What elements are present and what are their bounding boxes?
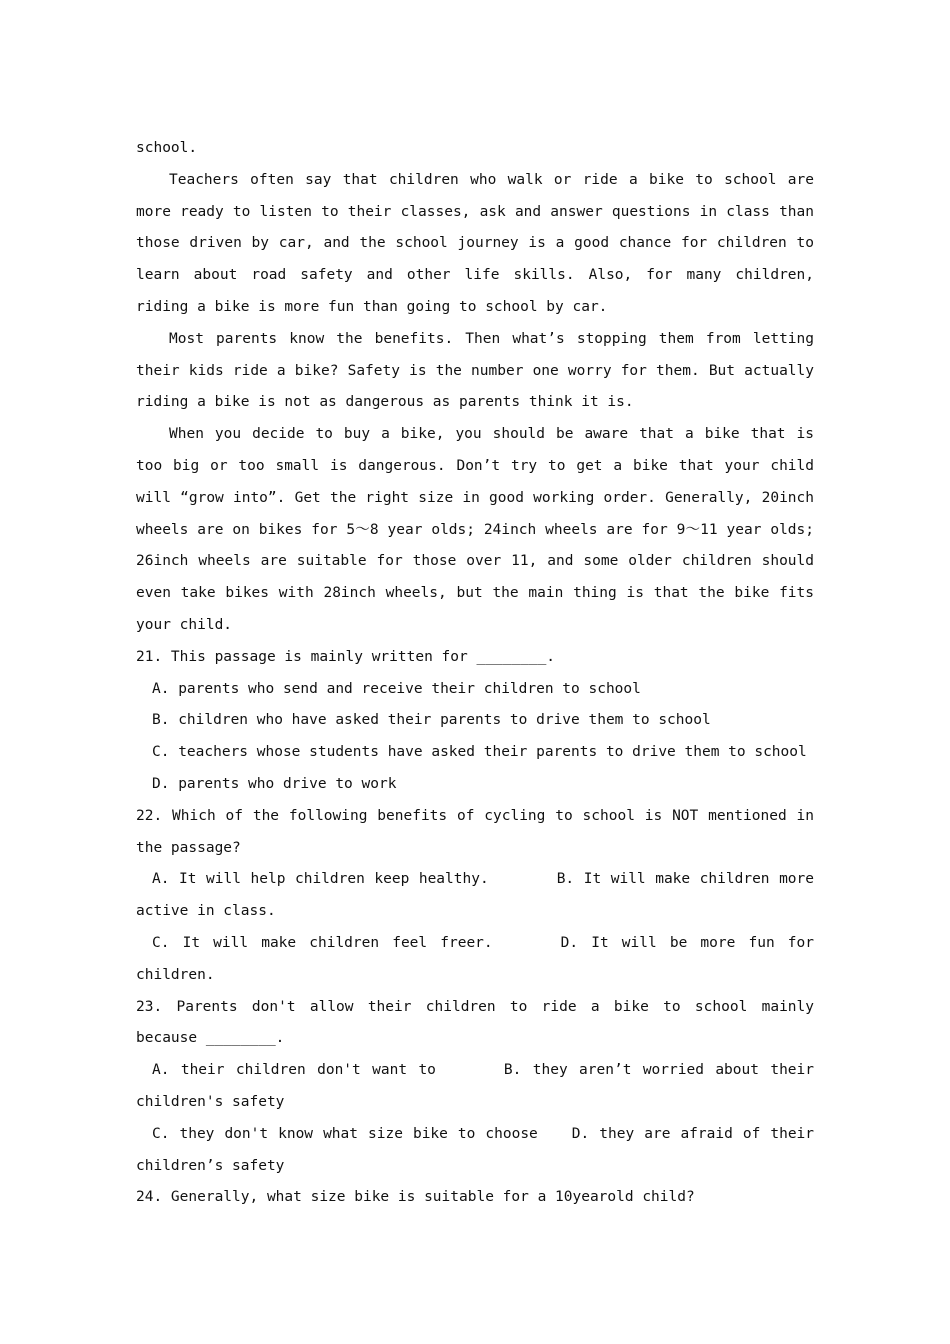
passage-line-continuation: school. (136, 140, 198, 156)
option-c: C. teachers whose students have asked their parents to drive them to school (152, 744, 807, 761)
option-a: A. parents who send and receive their children to school (152, 680, 641, 697)
passage-paragraph: When you decide to buy a bike, you should be aware that a bike that is too big or too small is dangerous. Don’t try to get a bike that your child will “grow into”. Get the right size in good working order. Generally, 20inch wheels are on bikes for 5～8 year olds; 24inch wheels are for 9～11 year olds; 26inch wheels are suitable for those over 11, and some older children should even take bikes with 28inch wheels, but the main thing is that the bike fits your child. (136, 426, 814, 633)
question-22 (136, 801, 814, 992)
options-row-ab (136, 864, 814, 928)
option-b: B. children who have asked their parents to drive them to school (152, 712, 711, 729)
question-stem: 22. Which of the following benefits of cycling to school is NOT mentioned in the passage? (136, 807, 814, 856)
question-23 (136, 992, 814, 1183)
option-a: A. their children don't want to (152, 1062, 436, 1079)
option-c: C. they don't know what size bike to choose (152, 1125, 538, 1142)
question-21 (136, 642, 814, 801)
options-row-cd (136, 928, 814, 992)
option-b: B. they aren’t worried about their children's safety (136, 1062, 814, 1110)
option-d: D. parents who drive to work (152, 775, 397, 792)
option-d: D. they are afraid of their children’s safety (136, 1125, 815, 1174)
options-row-ab (136, 1055, 814, 1119)
question-stem: 21. This passage is mainly written for ________. (136, 648, 556, 665)
question-stem: 24. Generally, what size bike is suitable for a 10yearold child? (136, 1189, 695, 1206)
options-row-cd (136, 1119, 814, 1183)
document-page (136, 133, 814, 1214)
passage-paragraph: Teachers often say that children who walk or ride a bike to school are more ready to listen to their classes, ask and answer questions in class than those driven by car, and the school journey is a good chance for children to learn about road safety and other life skills. Also, for many children, riding a bike is more fun than going to school by car. (136, 171, 814, 315)
question-stem: 23. Parents don't allow their children to ride a bike to school mainly because ________. (136, 998, 814, 1047)
question-24 (136, 1182, 814, 1214)
option-a: A. It will help children keep healthy. (152, 871, 489, 888)
option-b: B. It will make children more active in class. (136, 871, 814, 920)
option-d: D. It will be more fun for children. (136, 934, 814, 983)
option-c: C. It will make children feel freer. (152, 934, 493, 951)
passage-paragraph: Most parents know the benefits. Then what’s stopping them from letting their kids ride a bike? Safety is the number one worry for them. But actually riding a bike is not as dangerous as parents think it is. (136, 330, 814, 411)
